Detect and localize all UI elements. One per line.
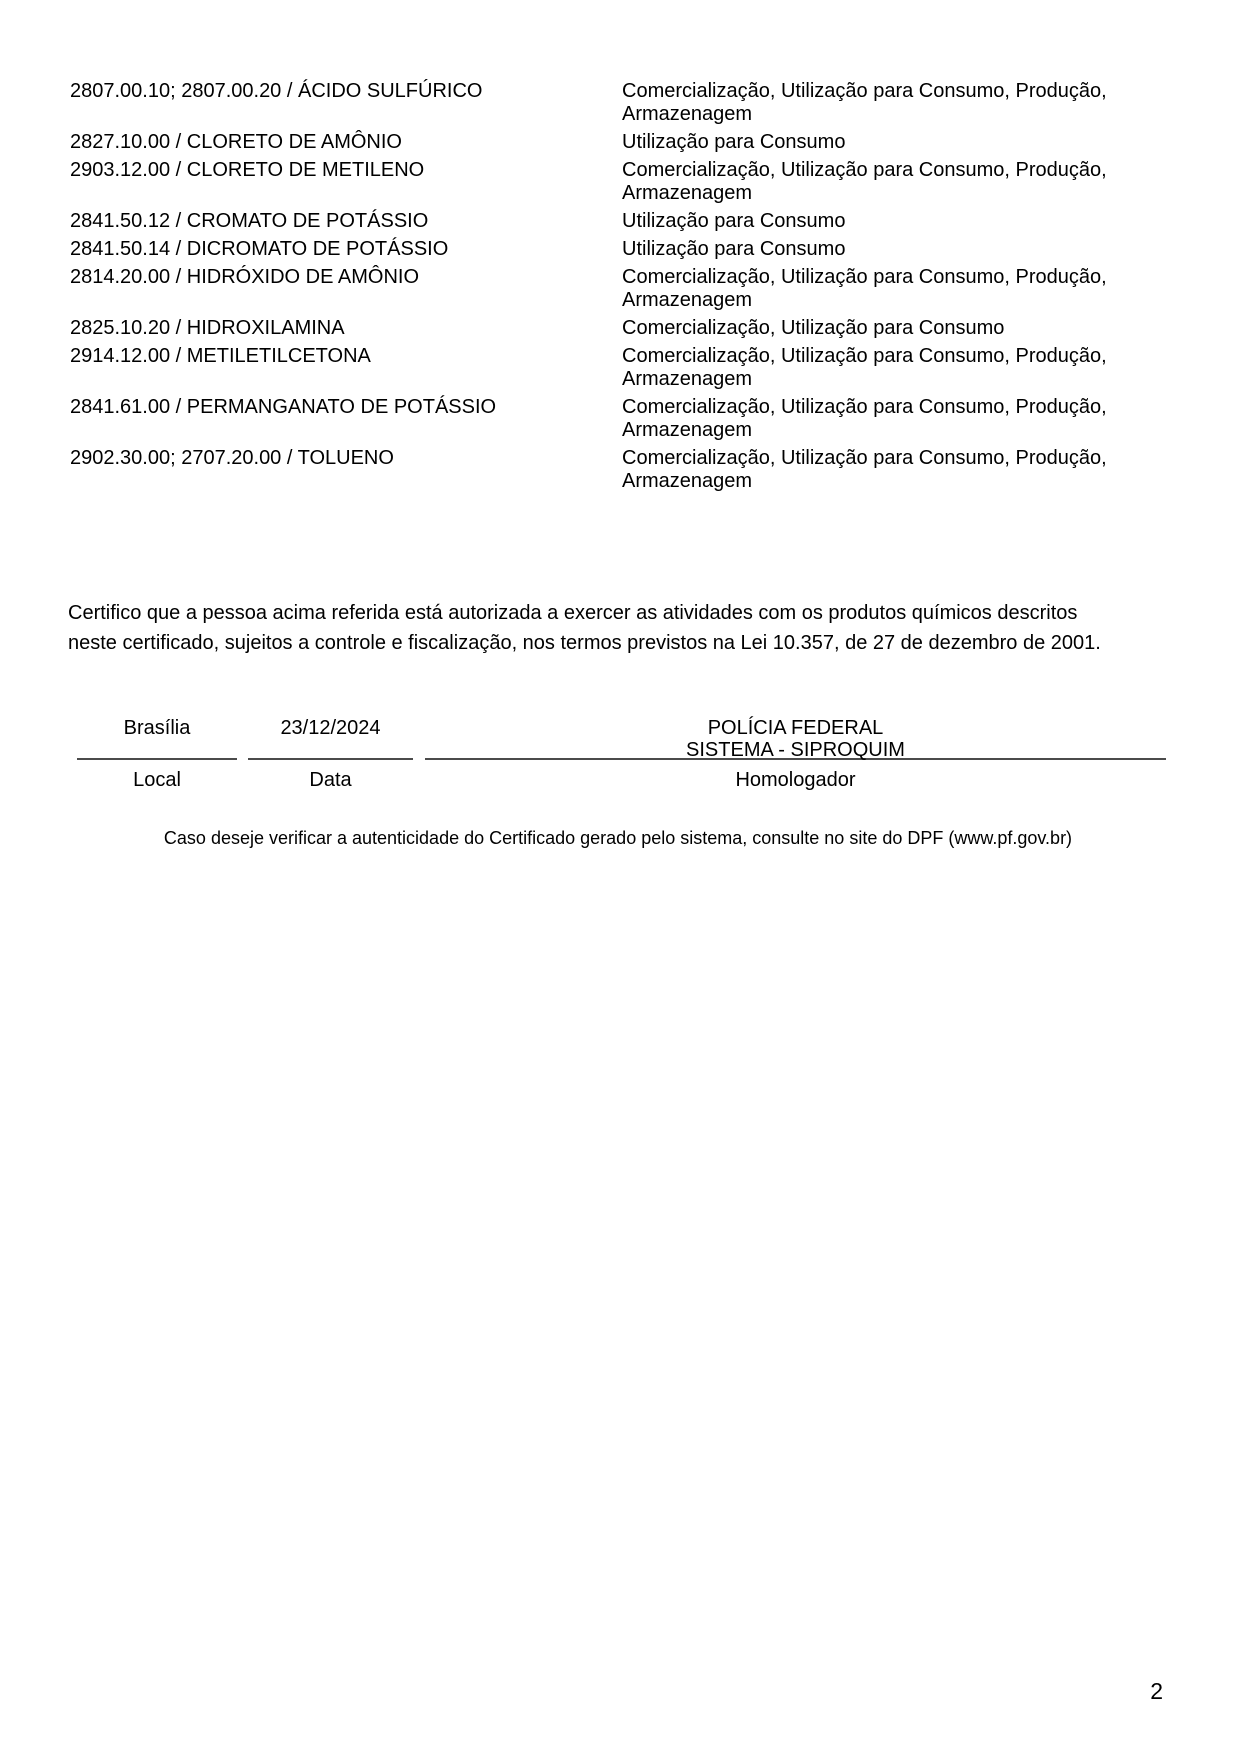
- certification-text: [68, 598, 1178, 658]
- product-code: 2814.20.00 / HIDRÓXIDO DE AMÔNIO: [70, 266, 420, 288]
- signature-homologator: [425, 712, 1166, 792]
- product-code: 2914.12.00 / METILETILCETONA: [70, 345, 371, 367]
- homologator-value: [425, 712, 1166, 760]
- product-code: 2827.10.00 / CLORETO DE AMÔNIO: [70, 131, 402, 153]
- homologator-line-2: SISTEMA - SIPROQUIM: [686, 739, 905, 761]
- signature-local: [77, 712, 237, 792]
- authenticity-note: Caso deseje verificar a autenticidade do Certificado gerado pelo sistema, consulte no site do DPF (www.pf.gov.br): [163, 828, 1073, 848]
- product-activities: Utilização para Consumo: [622, 210, 846, 232]
- product-activities: Comercialização, Utilização para Consumo, Produção, Armazenagem: [622, 266, 1107, 311]
- product-code: 2902.30.00; 2707.20.00 / TOLUENO: [70, 447, 394, 469]
- local-value: Brasília: [77, 712, 237, 760]
- product-activities: Utilização para Consumo: [622, 238, 846, 260]
- page-number: 2: [1150, 1678, 1163, 1704]
- date-label: Data: [309, 769, 352, 791]
- product-activities: Comercialização, Utilização para Consumo, Produção, Armazenagem: [622, 159, 1107, 204]
- product-activities: Comercialização, Utilização para Consumo: [622, 317, 1005, 339]
- product-row: [70, 131, 1170, 154]
- product-activities: Comercialização, Utilização para Consumo, Produção, Armazenagem: [622, 447, 1107, 492]
- product-row: [70, 345, 1170, 391]
- homologator-label: Homologador: [735, 769, 856, 791]
- product-row: [70, 159, 1170, 205]
- product-row: [70, 266, 1170, 312]
- date-value: 23/12/2024: [248, 712, 413, 760]
- product-activities: Comercialização, Utilização para Consumo, Produção, Armazenagem: [622, 396, 1107, 441]
- product-code: 2807.00.10; 2807.00.20 / ÁCIDO SULFÚRICO: [70, 80, 483, 102]
- product-code: 2825.10.20 / HIDROXILAMINA: [70, 317, 345, 339]
- product-row: [70, 447, 1170, 493]
- signature-date: [248, 712, 413, 792]
- product-code: 2841.50.14 / DICROMATO DE POTÁSSIO: [70, 238, 449, 260]
- product-row: [70, 238, 1170, 261]
- certification-line-1: Certifico que a pessoa acima referida está autorizada a exercer as atividades com os produtos químicos descritos: [68, 602, 1078, 624]
- product-row: [70, 317, 1170, 340]
- product-code: 2903.12.00 / CLORETO DE METILENO: [70, 159, 425, 181]
- product-activities: Comercialização, Utilização para Consumo, Produção, Armazenagem: [622, 345, 1107, 390]
- certification-line-2: neste certificado, sujeitos a controle e fiscalização, nos termos previstos na Lei 10.357, de 27 de dezembro de 2001.: [68, 632, 1101, 654]
- product-code: 2841.50.12 / CROMATO DE POTÁSSIO: [70, 210, 429, 232]
- product-activities: Comercialização, Utilização para Consumo, Produção, Armazenagem: [622, 80, 1107, 125]
- product-row: [70, 396, 1170, 442]
- product-row: [70, 80, 1170, 126]
- signature-block: [77, 712, 1166, 792]
- homologator-line-1: POLÍCIA FEDERAL: [707, 717, 884, 739]
- product-row: [70, 210, 1170, 233]
- product-code: 2841.61.00 / PERMANGANATO DE POTÁSSIO: [70, 396, 497, 418]
- products-table: [70, 80, 1170, 498]
- local-label: Local: [133, 769, 181, 791]
- product-activities: Utilização para Consumo: [622, 131, 846, 153]
